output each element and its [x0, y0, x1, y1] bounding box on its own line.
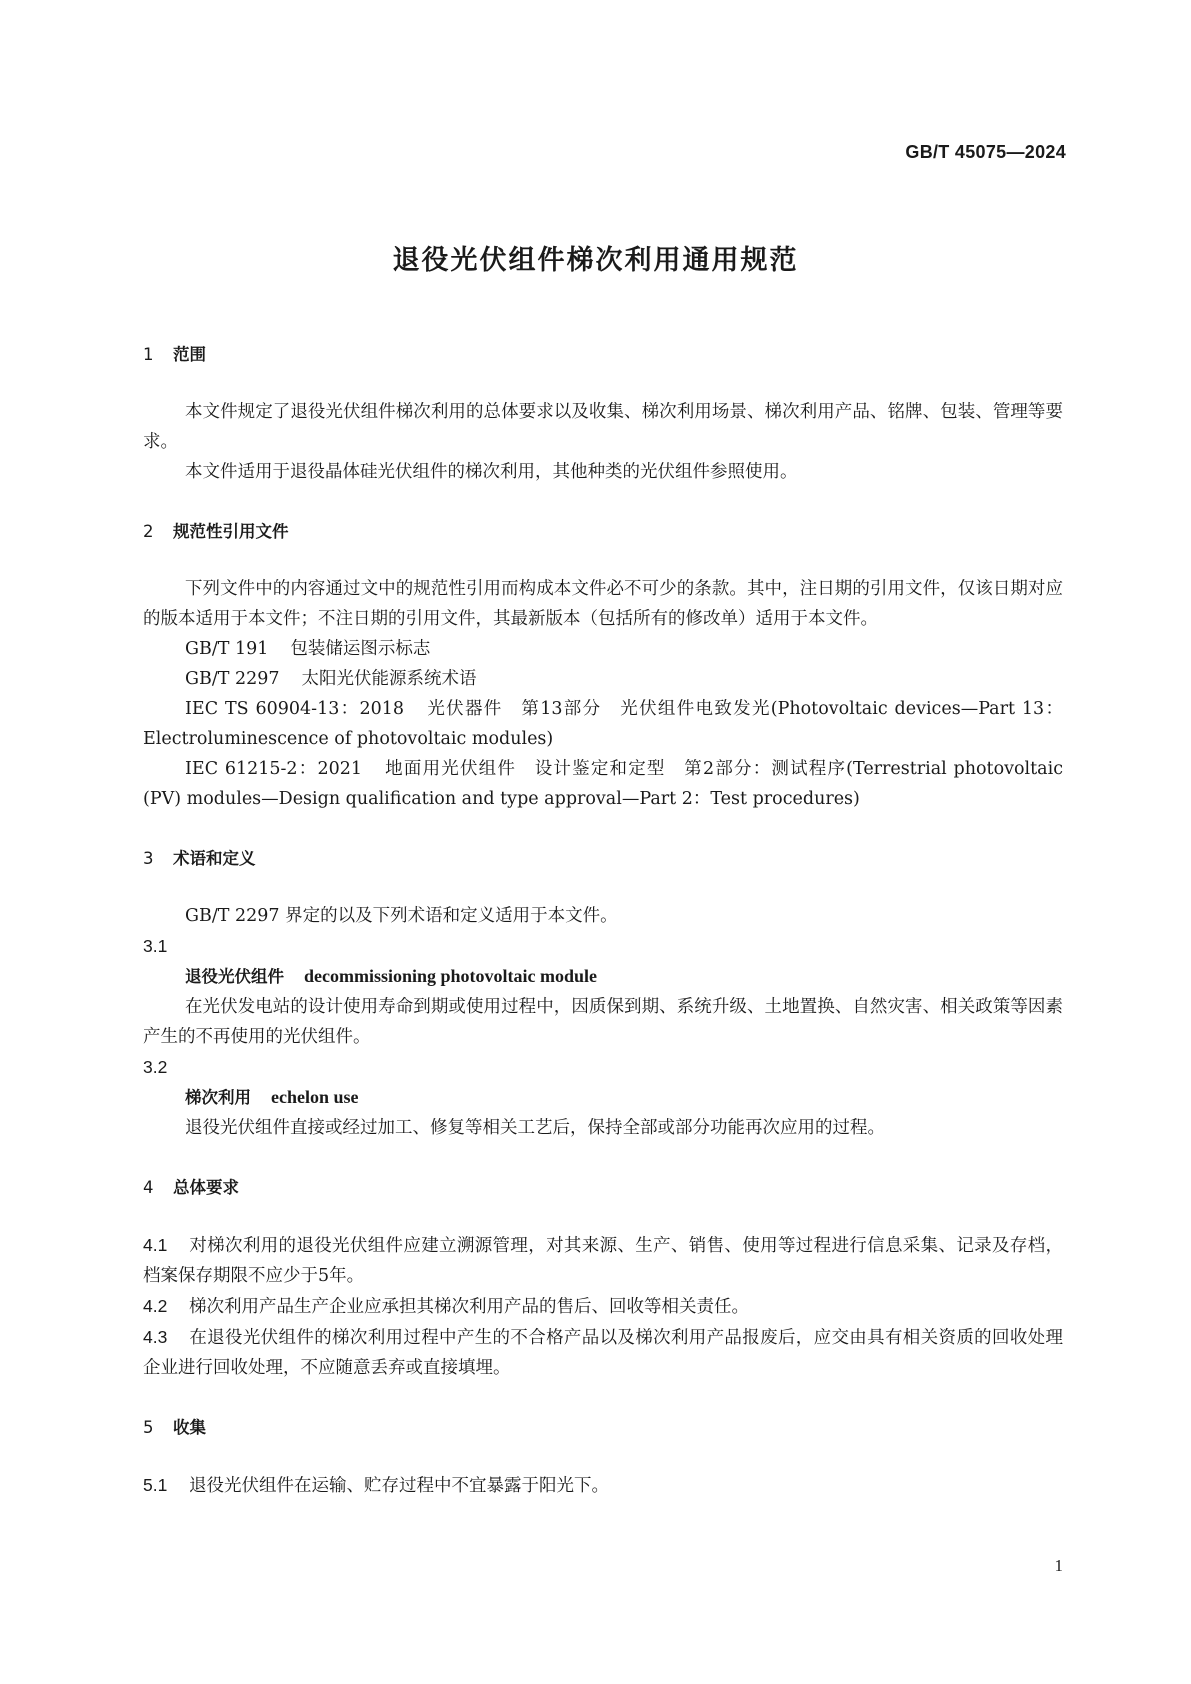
- clause: 4.2 梯次利用产品生产企业应承担其梯次利用产品的售后、回收等相关责任。: [143, 1296, 749, 1317]
- term-number: 3.1: [143, 936, 168, 956]
- paragraph: GB/T 2297 界定的以及下列术语和定义适用于本文件。: [185, 906, 618, 926]
- document-title: 退役光伏组件梯次利用通用规范: [392, 245, 799, 276]
- paragraph: 本文件规定了退役光伏组件梯次利用的总体要求以及收集、梯次利用场景、梯次利用产品、铭牌、包装、管理等要求。: [143, 402, 1063, 452]
- clause: 4.1 对梯次利用的退役光伏组件应建立溯源管理，对其来源、生产、销售、使用等过程进行信息采集、记录及存档，档案保存期限不应少于5年。: [143, 1235, 1063, 1286]
- paragraph: 下列文件中的内容通过文中的规范性引用而构成本文件必不可少的条款。其中，注日期的引用文件，仅该日期对应的版本适用于本文件；不注日期的引用文件，其最新版本（包括所有的修改单）适用于本文件。: [143, 579, 1063, 629]
- term-definition: 退役光伏组件直接或经过加工、修复等相关工艺后，保持全部或部分功能再次应用的过程。: [185, 1118, 885, 1138]
- standard-code: GB/T 45075—2024: [905, 142, 1066, 162]
- document-body: [143, 340, 1063, 1501]
- page-number: 1: [1054, 1556, 1063, 1575]
- term-definition: 在光伏发电站的设计使用寿命到期或使用过程中，因质保到期、系统升级、土地置换、自然灾害、相关政策等因素产生的不再使用的光伏组件。: [143, 997, 1063, 1047]
- reference-item: IEC 61215-2：2021 地面用光伏组件 设计鉴定和定型 第2部分：测试程序(Terrestrial photovoltaic (PV) modules—Design qualification and type approval—Part 2：Test procedures): [143, 759, 1063, 809]
- section-heading-2: 2 规范性引用文件: [143, 522, 289, 541]
- term-heading: 梯次利用 echelon use: [185, 1087, 359, 1107]
- reference-item: GB/T 2297 太阳光伏能源系统术语: [185, 669, 477, 689]
- section-heading-3: 3 术语和定义: [143, 849, 256, 868]
- term-heading: 退役光伏组件 decommissioning photovoltaic module: [185, 966, 598, 986]
- clause: 4.3 在退役光伏组件的梯次利用过程中产生的不合格产品以及梯次利用产品报废后，应交由具有相关资质的回收处理企业进行回收处理，不应随意丢弃或直接填埋。: [143, 1327, 1063, 1378]
- section-heading-5: 5 收集: [143, 1418, 206, 1437]
- section-heading-4: 4 总体要求: [143, 1178, 239, 1197]
- term-number: 3.2: [143, 1057, 168, 1077]
- reference-item: IEC TS 60904-13：2018 光伏器件 第13部分 光伏组件电致发光(Photovoltaic devices—Part 13：Electroluminescence of photovoltaic modules): [143, 699, 1063, 749]
- clause: 5.1 退役光伏组件在运输、贮存过程中不宜暴露于阳光下。: [143, 1475, 609, 1496]
- paragraph: 本文件适用于退役晶体硅光伏组件的梯次利用，其他种类的光伏组件参照使用。: [185, 462, 798, 482]
- reference-item: GB/T 191 包装储运图示标志: [185, 639, 431, 659]
- section-heading-1: 1 范围: [143, 345, 206, 364]
